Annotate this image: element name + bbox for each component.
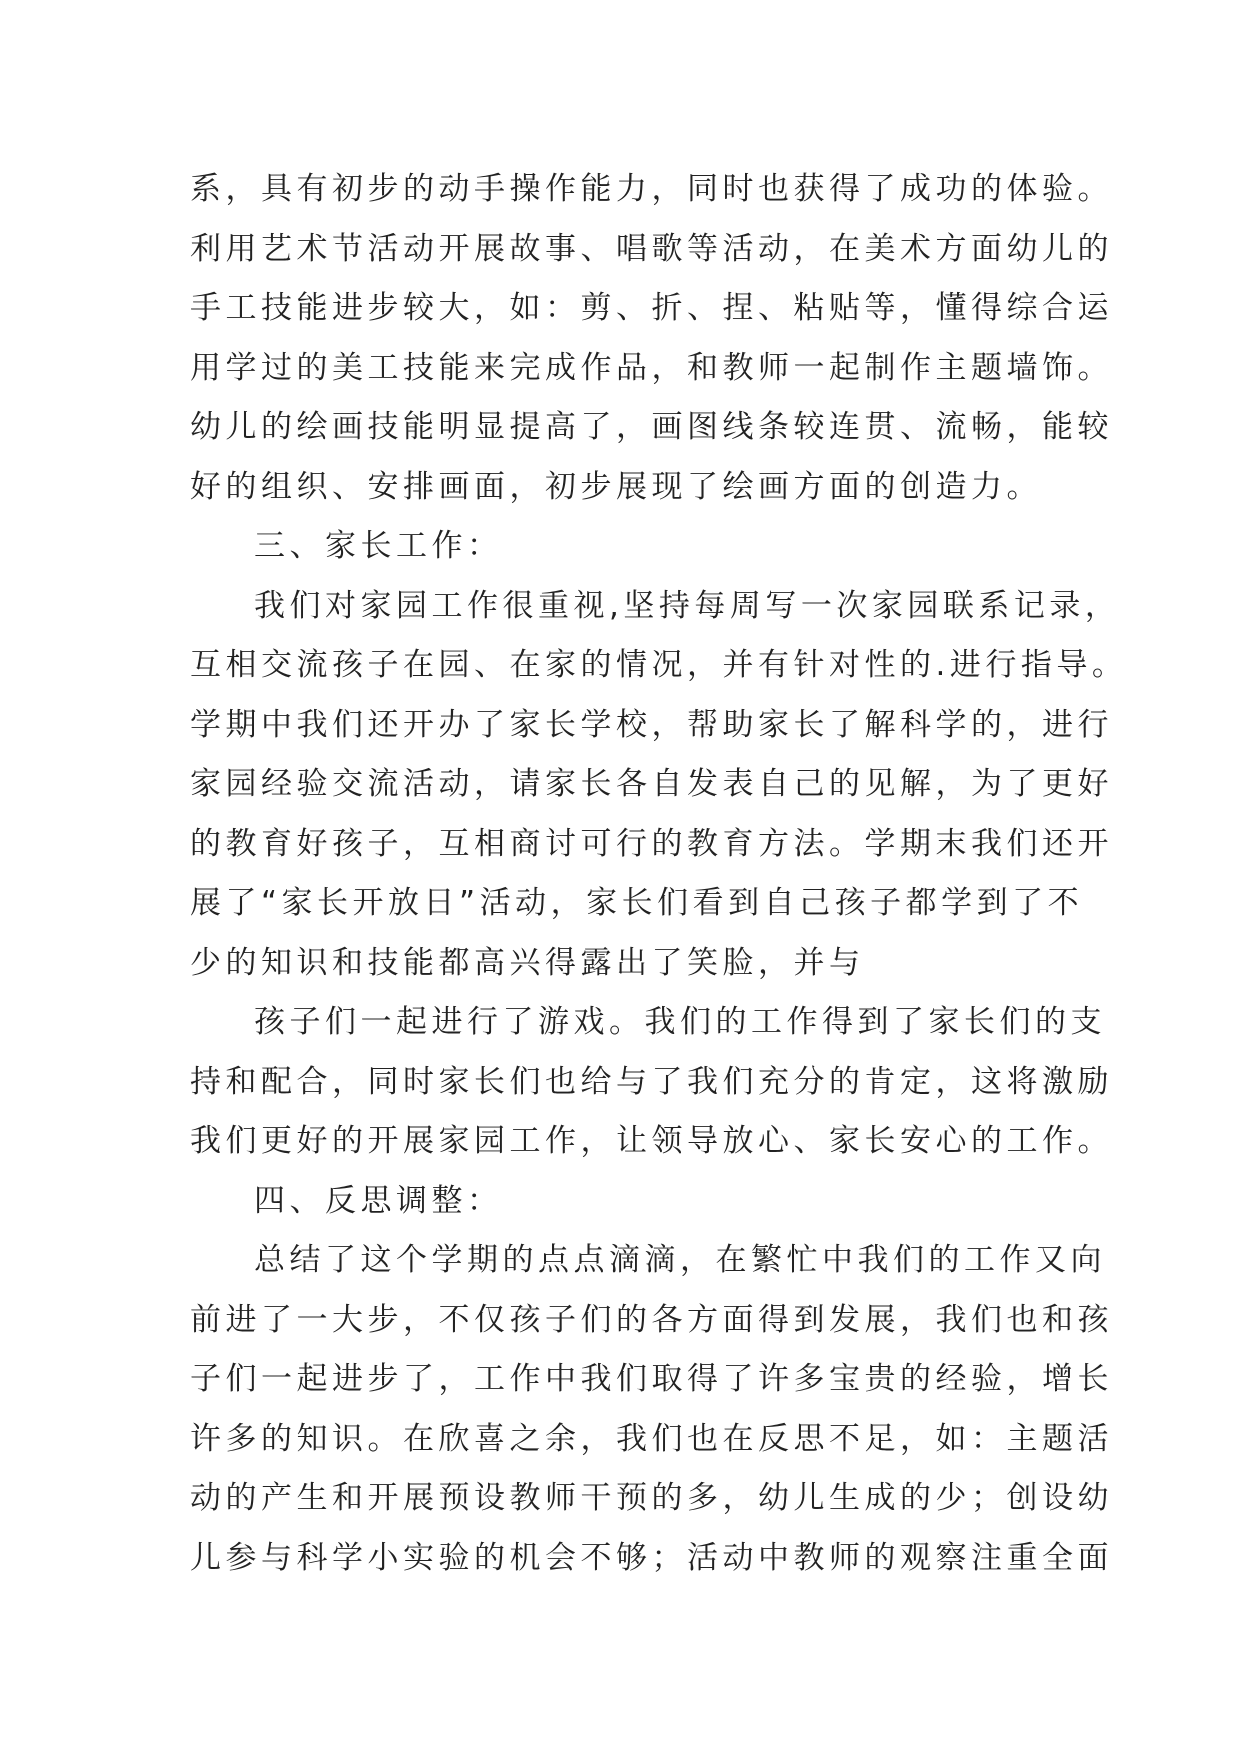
text-line: 许多的知识。在欣喜之余，我们也在反思不足，如：主题活 [190,1420,1113,1457]
section-heading-reflection: 四、反思调整： [254,1182,503,1219]
text-line: 子们一起进步了，工作中我们取得了许多宝贵的经验，增长 [190,1361,1113,1397]
text-line: 的教育好孩子，互相商讨可行的教育方法。学期末我们还开 [190,825,1113,862]
document-body [190,160,1128,1588]
section-heading-parent-work: 三、家长工作： [254,528,503,564]
text-line: 幼儿的绘画技能明显提高了，画图线条较连贯、流畅，能较 [190,409,1113,445]
text-line: 持和配合，同时家长们也给与了我们充分的肯定，这将激励 [190,1063,1113,1100]
text-line: 用学过的美工技能来完成作品，和教师一起制作主题墙饰。 [190,349,1113,386]
text-line: 互相交流孩子在园、在家的情况，并有针对性的.进行指导。 [190,647,1128,683]
text-line: 少的知识和技能都高兴得露出了笑脸，并与 [190,944,865,981]
text-line: 好的组织、安排画面，初步展现了绘画方面的创造力。 [190,468,1042,505]
text-line: 动的产生和开展预设教师干预的多，幼儿生成的少；创设幼 [190,1480,1113,1516]
text-line: 系，具有初步的动手操作能力，同时也获得了成功的体验。 [190,171,1113,207]
text-line: 家园经验交流活动，请家长各自发表自己的见解，为了更好 [190,766,1113,802]
text-line: 学期中我们还开办了家长学校，帮助家长了解科学的，进行 [190,706,1113,743]
text-line: 手工技能进步较大，如：剪、折、捏、粘贴等，懂得综合运 [190,290,1113,326]
paragraph-first-line: 孩子们一起进行了游戏。我们的工作得到了家长们的支 [254,1004,1106,1040]
text-line: 利用艺术节活动开展故事、唱歌等活动，在美术方面幼儿的 [190,230,1113,267]
text-line: 前进了一大步，不仅孩子们的各方面得到发展，我们也和孩 [190,1301,1113,1338]
paragraph-first-line: 我们对家园工作很重视,坚持每周写一次家园联系记录， [254,587,1121,624]
text-line: 展了“家长开放日”活动，家长们看到自己孩子都学到了不 [190,885,1084,921]
text-line: 儿参与科学小实验的机会不够；活动中教师的观察注重全面 [190,1539,1113,1576]
text-line: 我们更好的开展家园工作，让领导放心、家长安心的工作。 [190,1123,1113,1159]
paragraph-first-line: 总结了这个学期的点点滴滴，在繁忙中我们的工作又向 [254,1242,1106,1278]
